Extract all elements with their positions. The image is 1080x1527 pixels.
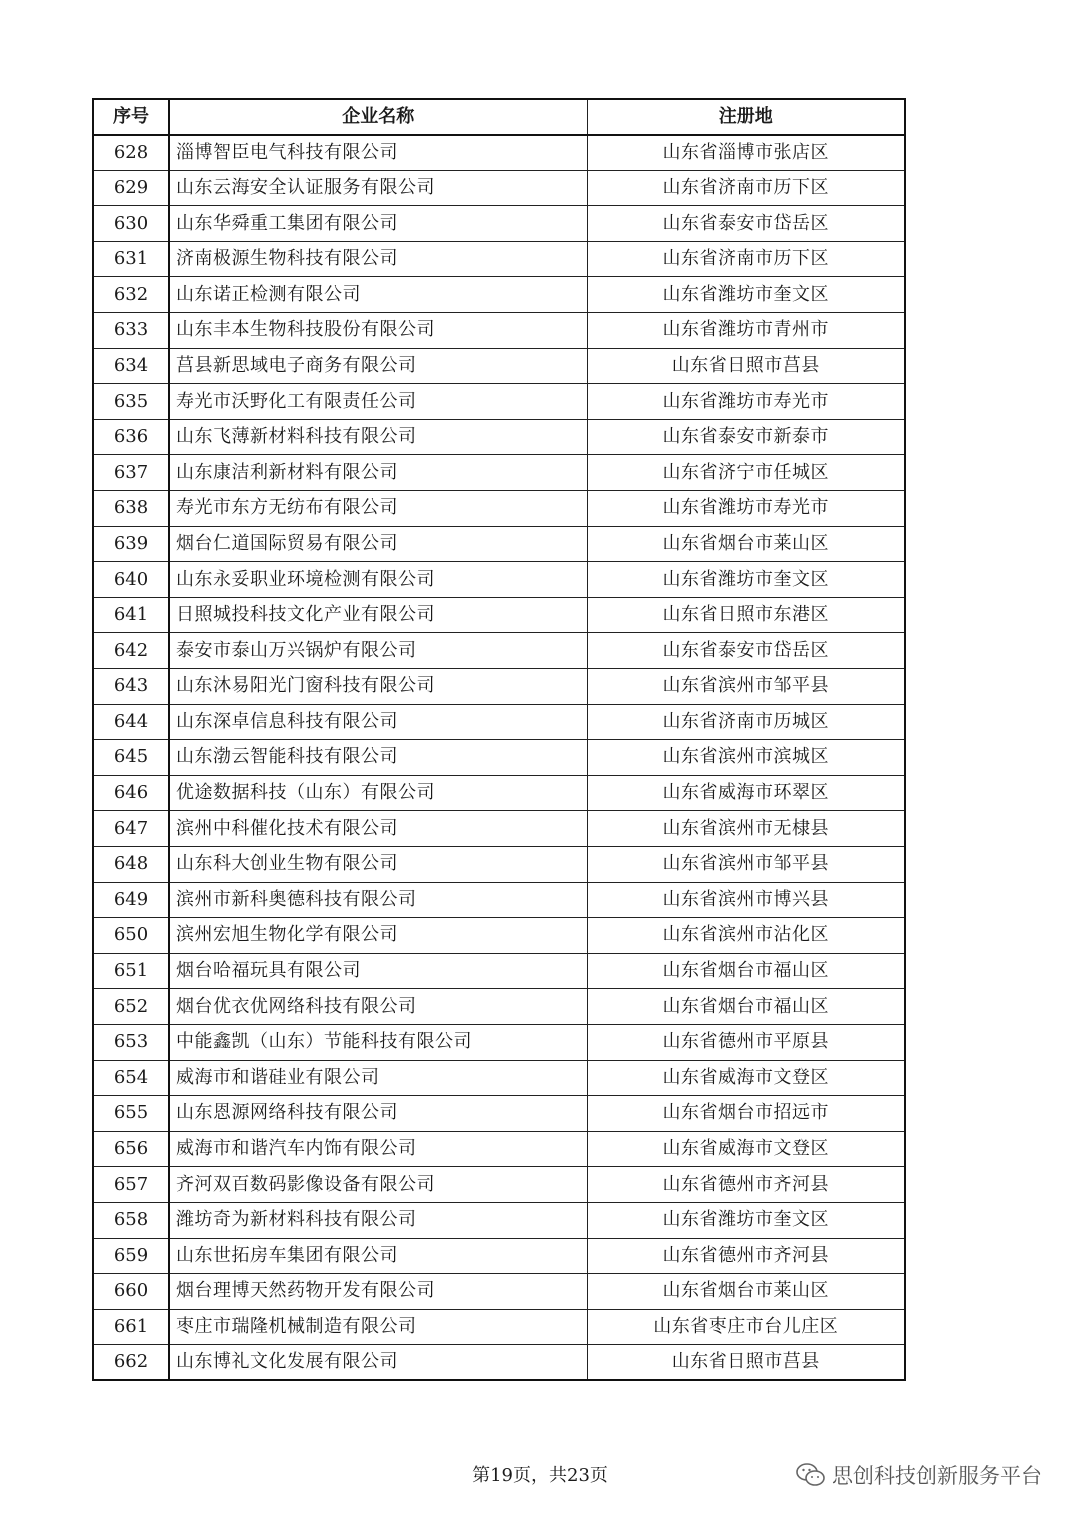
table-row [93, 419, 905, 455]
table-row [93, 882, 905, 918]
table-row [93, 277, 905, 313]
cell-registered-place: 山东省烟台市莱山区 [587, 1274, 905, 1310]
cell-seq: 641 [93, 597, 169, 633]
cell-company-name: 山东诺正检测有限公司 [169, 277, 587, 313]
cell-registered-place: 山东省德州市齐河县 [587, 1238, 905, 1274]
cell-registered-place: 山东省潍坊市寿光市 [587, 384, 905, 420]
cell-seq: 631 [93, 241, 169, 277]
cell-seq: 658 [93, 1202, 169, 1238]
cell-seq: 642 [93, 633, 169, 669]
cell-seq: 646 [93, 775, 169, 811]
cell-seq: 647 [93, 811, 169, 847]
cell-seq: 635 [93, 384, 169, 420]
cell-registered-place: 山东省泰安市岱岳区 [587, 206, 905, 242]
header-seq: 序号 [93, 99, 169, 135]
cell-company-name: 潍坊奇为新材料科技有限公司 [169, 1202, 587, 1238]
table-row [93, 740, 905, 776]
cell-company-name: 日照城投科技文化产业有限公司 [169, 597, 587, 633]
table-row [93, 704, 905, 740]
cell-registered-place: 山东省烟台市莱山区 [587, 526, 905, 562]
cell-registered-place: 山东省济宁市任城区 [587, 455, 905, 491]
cell-registered-place: 山东省滨州市邹平县 [587, 846, 905, 882]
table-row [93, 206, 905, 242]
cell-seq: 656 [93, 1131, 169, 1167]
cell-registered-place: 山东省滨州市滨城区 [587, 740, 905, 776]
cell-company-name: 山东丰本生物科技股份有限公司 [169, 313, 587, 349]
table-row [93, 1131, 905, 1167]
table-row [93, 1060, 905, 1096]
table-row [93, 846, 905, 882]
cell-company-name: 莒县新思域电子商务有限公司 [169, 348, 587, 384]
watermark [796, 1460, 1042, 1490]
cell-company-name: 枣庄市瑞隆机械制造有限公司 [169, 1309, 587, 1345]
table-row [93, 170, 905, 206]
cell-company-name: 淄博智臣电气科技有限公司 [169, 135, 587, 171]
cell-seq: 629 [93, 170, 169, 206]
cell-registered-place: 山东省潍坊市寿光市 [587, 491, 905, 527]
cell-registered-place: 山东省潍坊市奎文区 [587, 1202, 905, 1238]
cell-seq: 652 [93, 989, 169, 1025]
cell-seq: 628 [93, 135, 169, 171]
table-row [93, 241, 905, 277]
company-table [92, 98, 906, 1381]
cell-registered-place: 山东省日照市莒县 [587, 1345, 905, 1381]
table-row [93, 1274, 905, 1310]
cell-registered-place: 山东省日照市东港区 [587, 597, 905, 633]
cell-company-name: 滨州宏旭生物化学有限公司 [169, 918, 587, 954]
cell-registered-place: 山东省淄博市张店区 [587, 135, 905, 171]
table-row [93, 455, 905, 491]
cell-registered-place: 山东省日照市莒县 [587, 348, 905, 384]
cell-registered-place: 山东省烟台市招远市 [587, 1096, 905, 1132]
header-name: 企业名称 [169, 99, 587, 135]
cell-company-name: 中能鑫凯（山东）节能科技有限公司 [169, 1024, 587, 1060]
cell-registered-place: 山东省德州市齐河县 [587, 1167, 905, 1203]
table-row [93, 491, 905, 527]
cell-registered-place: 山东省烟台市福山区 [587, 953, 905, 989]
cell-seq: 654 [93, 1060, 169, 1096]
header-place: 注册地 [587, 99, 905, 135]
cell-company-name: 烟台理博天然药物开发有限公司 [169, 1274, 587, 1310]
table-row [93, 135, 905, 171]
table-row [93, 384, 905, 420]
cell-company-name: 山东飞薄新材料科技有限公司 [169, 419, 587, 455]
cell-seq: 636 [93, 419, 169, 455]
cell-registered-place: 山东省潍坊市青州市 [587, 313, 905, 349]
cell-seq: 655 [93, 1096, 169, 1132]
wechat-icon [796, 1462, 826, 1488]
table-row [93, 1096, 905, 1132]
cell-company-name: 山东永妥职业环境检测有限公司 [169, 562, 587, 598]
cell-registered-place: 山东省滨州市无棣县 [587, 811, 905, 847]
table-row [93, 597, 905, 633]
cell-seq: 638 [93, 491, 169, 527]
cell-registered-place: 山东省泰安市新泰市 [587, 419, 905, 455]
cell-company-name: 山东康洁利新材料有限公司 [169, 455, 587, 491]
cell-registered-place: 山东省滨州市邹平县 [587, 669, 905, 705]
cell-company-name: 山东渤云智能科技有限公司 [169, 740, 587, 776]
cell-registered-place: 山东省济南市历下区 [587, 241, 905, 277]
cell-registered-place: 山东省济南市历下区 [587, 170, 905, 206]
cell-company-name: 山东深卓信息科技有限公司 [169, 704, 587, 740]
cell-registered-place: 山东省滨州市沾化区 [587, 918, 905, 954]
cell-company-name: 威海市和谐硅业有限公司 [169, 1060, 587, 1096]
table-row [93, 633, 905, 669]
cell-registered-place: 山东省济南市历城区 [587, 704, 905, 740]
cell-seq: 632 [93, 277, 169, 313]
cell-company-name: 威海市和谐汽车内饰有限公司 [169, 1131, 587, 1167]
cell-registered-place: 山东省泰安市岱岳区 [587, 633, 905, 669]
table-row [93, 953, 905, 989]
cell-company-name: 滨州市新科奥德科技有限公司 [169, 882, 587, 918]
cell-company-name: 山东云海安全认证服务有限公司 [169, 170, 587, 206]
cell-seq: 643 [93, 669, 169, 705]
table-row [93, 669, 905, 705]
table-row [93, 1167, 905, 1203]
cell-company-name: 山东世拓房车集团有限公司 [169, 1238, 587, 1274]
cell-seq: 633 [93, 313, 169, 349]
cell-seq: 640 [93, 562, 169, 598]
cell-registered-place: 山东省威海市环翠区 [587, 775, 905, 811]
table-row [93, 989, 905, 1025]
cell-seq: 659 [93, 1238, 169, 1274]
cell-seq: 645 [93, 740, 169, 776]
cell-seq: 657 [93, 1167, 169, 1203]
cell-company-name: 山东华舜重工集团有限公司 [169, 206, 587, 242]
table-row [93, 1238, 905, 1274]
cell-registered-place: 山东省威海市文登区 [587, 1060, 905, 1096]
table-row [93, 811, 905, 847]
cell-seq: 653 [93, 1024, 169, 1060]
table-row [93, 1024, 905, 1060]
table-row [93, 526, 905, 562]
cell-company-name: 济南极源生物科技有限公司 [169, 241, 587, 277]
cell-seq: 639 [93, 526, 169, 562]
cell-registered-place: 山东省滨州市博兴县 [587, 882, 905, 918]
cell-company-name: 泰安市泰山万兴锅炉有限公司 [169, 633, 587, 669]
table-row [93, 1345, 905, 1381]
cell-seq: 637 [93, 455, 169, 491]
watermark-text: 思创科技创新服务平台 [832, 1464, 1042, 1488]
cell-company-name: 山东沐易阳光门窗科技有限公司 [169, 669, 587, 705]
page-number: 第19页，共23页 [472, 1465, 608, 1486]
cell-registered-place: 山东省德州市平原县 [587, 1024, 905, 1060]
table-row [93, 1202, 905, 1238]
cell-company-name: 寿光市沃野化工有限责任公司 [169, 384, 587, 420]
cell-registered-place: 山东省威海市文登区 [587, 1131, 905, 1167]
table-row [93, 1309, 905, 1345]
cell-registered-place: 山东省潍坊市奎文区 [587, 277, 905, 313]
cell-seq: 649 [93, 882, 169, 918]
table-row [93, 562, 905, 598]
cell-registered-place: 山东省烟台市福山区 [587, 989, 905, 1025]
table-row [93, 775, 905, 811]
cell-seq: 660 [93, 1274, 169, 1310]
cell-company-name: 寿光市东方无纺布有限公司 [169, 491, 587, 527]
cell-seq: 651 [93, 953, 169, 989]
cell-seq: 648 [93, 846, 169, 882]
cell-company-name: 烟台优衣优网络科技有限公司 [169, 989, 587, 1025]
cell-company-name: 烟台仁道国际贸易有限公司 [169, 526, 587, 562]
table-row [93, 313, 905, 349]
cell-company-name: 滨州中科催化技术有限公司 [169, 811, 587, 847]
table-header-row [93, 99, 905, 135]
cell-seq: 661 [93, 1309, 169, 1345]
cell-seq: 662 [93, 1345, 169, 1381]
cell-seq: 634 [93, 348, 169, 384]
cell-company-name: 山东博礼文化发展有限公司 [169, 1345, 587, 1381]
cell-company-name: 山东科大创业生物有限公司 [169, 846, 587, 882]
cell-company-name: 优途数据科技（山东）有限公司 [169, 775, 587, 811]
cell-registered-place: 山东省枣庄市台儿庄区 [587, 1309, 905, 1345]
cell-seq: 630 [93, 206, 169, 242]
cell-company-name: 齐河双百数码影像设备有限公司 [169, 1167, 587, 1203]
cell-registered-place: 山东省潍坊市奎文区 [587, 562, 905, 598]
table-row [93, 918, 905, 954]
cell-company-name: 山东恩源网络科技有限公司 [169, 1096, 587, 1132]
cell-company-name: 烟台哈福玩具有限公司 [169, 953, 587, 989]
cell-seq: 650 [93, 918, 169, 954]
table-body [93, 135, 905, 1381]
cell-seq: 644 [93, 704, 169, 740]
table-row [93, 348, 905, 384]
